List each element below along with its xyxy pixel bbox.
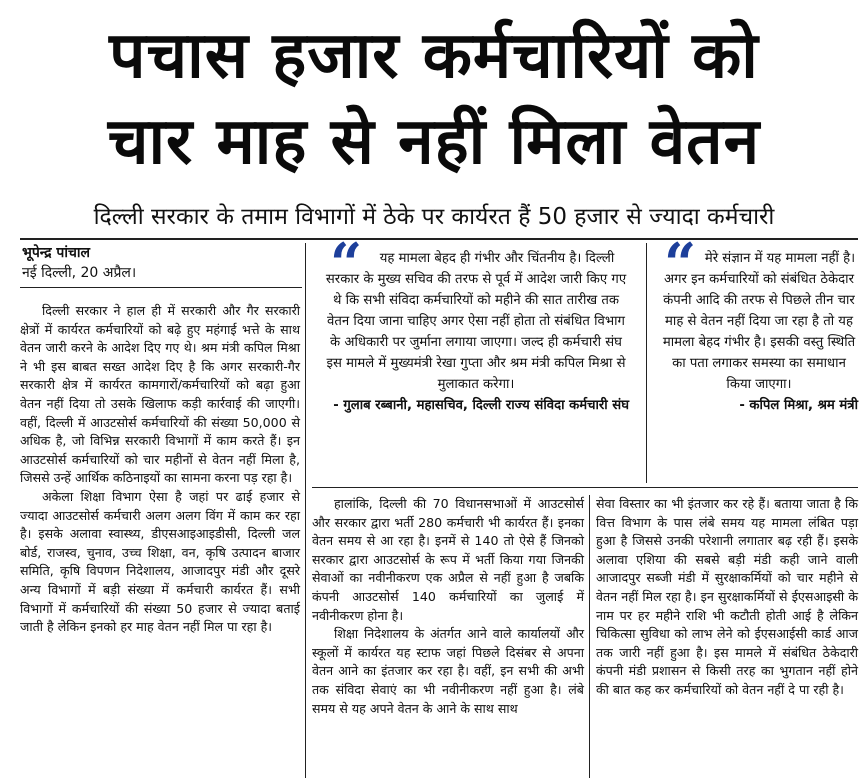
quote-mark-icon: “ [330,231,363,297]
quote-mark-icon: “ [664,231,697,297]
quote-divider [646,243,647,483]
quote-bottom-rule [312,487,858,488]
byline-author: भूपेन्द्र पांचाल [22,245,91,261]
byline-divider [20,287,302,288]
headline-line-1: पचास हजार कर्मचारियों को [109,19,759,93]
article-column-3 [596,495,858,700]
quote-text: यह मामला बेहद ही गंभीर और चिंतनीय है। दिल्ली सरकार के मुख्य सचिव की तरफ से पूर्व में आदेश जारी किए गए थे कि सभी संविदा कर्मचारियों को महीने की सात तारीख तक वेतन दिया जाना चाहिए अगर ऐसा नहीं होता तो संबंधित विभाग के अधिकारी पर जुर्माना लगाया जाएगा। जल्द ही कर्मचारी संघ इस मामले में मुख्यमंत्री रेखा गुप्ता और श्रम मंत्री कपिल मिश्रा से मुलाकात करेगा। [325,251,627,392]
headline-line-2: चार माह से नहीं मिला वेतन [107,105,761,179]
dateline: नई दिल्ली, 20 अप्रैल। [22,265,137,281]
header-divider [20,238,858,240]
quote-attribution: - कपिल मिश्रा, श्रम मंत्री [739,398,858,413]
article-column-1 [20,302,300,637]
quote-attribution: - गुलाब रब्बानी, महासचिव, दिल्ली राज्य संविदा कर्मचारी संघ [333,398,629,413]
paragraph: दिल्ली सरकार ने हाल ही में सरकारी और गैर सरकारी क्षेत्रों में कार्यरत कर्मचारियों को बढ़े हुए महंगाई भत्ते के साथ वेतन जारी करने के आदेश दिए गए थे। श्रम मंत्री कपिल मिश्रा ने भी इस बाबत सख्त आदेश दिए है कि अगर सरकारी-गैर सरकारी क्षेत्र में कार्यरत कामगारों/कर्मचारियों को बढ़ा हुआ वेतन नहीं दिया तो उसके खिलाफ कड़ी कार्रवाई की जाएगी। वहीं, दिल्ली में आउटसोर्स कर्मचारियों की संख्या 50,000 से अधिक है, जो विभिन्न सरकारी विभागों में काम करते हैं। इन आउटसोर्स कर्मचारियों को चार महीनों से वेतन नहीं मिला है, जिससे उन्हें आर्थिक कठिनाइयों का सामना करना पड़ रहा है। [20,303,300,486]
paragraph: शिक्षा निदेशालय के अंतर्गत आने वाले कार्यालयों और स्कूलों में कार्यरत यह स्टाफ जहां पिछले दिसंबर से अपना वेतन आने का इंतजार कर रहा है। वहीं, इन सभी की अभी तक संविदा सेवाएं का भी नवीनीकरण नहीं हुआ है। लंबे समय से यह अपने वेतन के आने के साथ साथ [312,626,584,716]
paragraph: सेवा विस्तार का भी इंतजार कर रहे हैं। बताया जाता है कि वित्त विभाग के पास लंबे समय यह मामला लंबित पड़ा हुआ है जिससे उनकी परेशानी लगातार बढ़ रही हैं। इसके अलावा एशिया की सबसे बड़ी मंडी कही जाने वाली आजादपुर सब्जी मंडी में सुरक्षाकर्मियों को चार महीने से वेतन नहीं मिल रहा है। इन सुरक्षाकर्मियों से ईएसआइसी के नाम पर हर महीने राशि भी कटौती होती आई है लेकिन चिकित्सा सुविधा को लाभ लेने को ईएसआईसी कार्ड आज तक जारी नहीं हुआ है। इस मामले में संबंधित ठेकेदारी कंपनी मंडी प्रशासन से किसी तरह का भुगतान नहीं होने की बात कह कर कर्मचारियों को वेतन नहीं दे पा रही है। [596,496,858,697]
quote-text: मेरे संज्ञान में यह मामला नहीं है। अगर इन कर्मचारियों को संबंधित ठेकेदार कंपनी आदि की तरफ से पिछले तीन चार माह से वेतन नहीं दिया जा रहा है तो यह मामला बेहद गंभीर है। इसकी वस्तु स्थिति का पता लगाकर समस्या का समाधान किया जाएगा। [662,251,856,392]
paragraph: हालांकि, दिल्ली की 70 विधानसभाओं में आउटसोर्स और सरकार द्वारा भर्ती 280 कर्मचारी भी कार्यरत हैं। इनका वेतन समय से आ रहा है। इनमें से 140 तो ऐसे हैं जिनको सरकार द्वारा आउटसोर्स के रूप में भर्ती किया गया जिनकी सेवाओं का नवीनीकरण एक अप्रैल से नहीं हुआ है जबकि कंपनी आउटसोर्स 140 कर्मचारियों का जुलाई में नवीनीकरण होना है। [312,496,584,623]
subheadline: दिल्ली सरकार के तमाम विभागों में ठेके पर कार्यरत हैं 50 हजार से ज्यादा कर्मचारी [93,204,775,230]
article-column-2 [312,495,584,718]
column-divider-1 [305,243,306,778]
column-divider-2 [589,495,590,778]
paragraph: अकेला शिक्षा विभाग ऐसा है जहां पर ढाई हजार से ज्यादा आउटसोर्स कर्मचारी अलग अलग विंग में काम कर रहा है। इसके अलावा स्वास्थ्य, डीएसआइआइडीसी, दिल्ली जल बोर्ड, राजस्व, चुनाव, उच्च शिक्षा, वन, कृषि उत्पादन बाजार समिति, कृषि विपणन निदेशालय, आजादपुर मंडी और दूसरे अन्य विभागों में बड़ी संख्या में कर्मचारी कार्यरत हैं। सभी विभागों में कर्मचारियों की संख्या 50 हजार से ज्यादा बताई जाती है लेकिन इनको हर माह वेतन नहीं मिल पा रहा है। [20,488,300,635]
quote-block-union [323,248,629,416]
quote-block-minister [660,248,858,416]
